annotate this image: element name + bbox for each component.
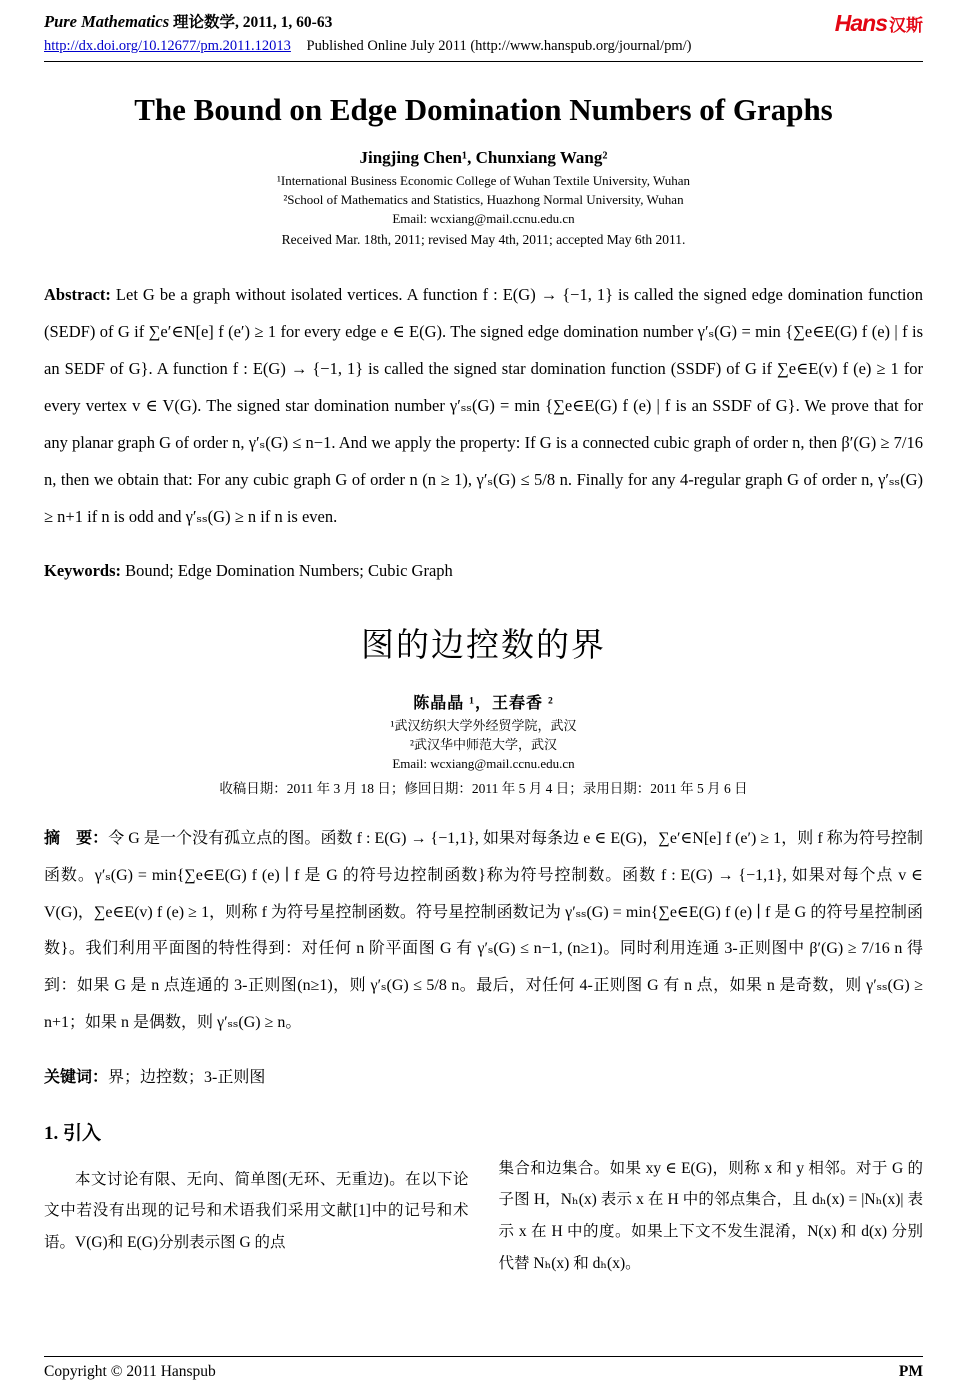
article-title-en: The Bound on Edge Domination Numbers of Graphs [134,92,833,127]
abstract-en [44,276,923,536]
authors-en: Jingjing Chen¹, Chunxiang Wang² [359,148,608,167]
two-column-body [44,1087,923,1280]
body-column-right [499,1087,924,1280]
received-dates-cn: 收稿日期：2011 年 3 月 18 日；修回日期：2011 年 5 月 4 日；录用日期：2011 年 5 月 6 日 [219,780,748,796]
abstract-cn [44,821,923,1042]
keywords-text-en: Bound; Edge Domination Numbers; Cubic Graph [121,561,453,581]
keywords-label-en: Keywords: [44,561,121,581]
authors-cn: 陈晶晶 ¹，王春香 ² [413,695,554,713]
journal-abbrev: PM [898,1363,923,1380]
affiliation-1-cn: ¹武汉纺织大学外经贸学院，武汉 [390,718,577,734]
copyright-text: Copyright © 2011 Hanspub [44,1363,216,1380]
abstract-text-en: Let G be a graph without isolated vertices. A function f : E(G) → {−1, 1} is called the signed edge domination function (SEDF) of G if ∑e′∈N[e] f (e′) ≥ 1 for every edge e ∈ E(G). The signed edge domination number γ′ₛ(G) = min {∑e∈E(G) f (e) | f is an SEDF of G}. A function f : E(G) → {−1, 1} is called the signed star domination function (SSDF) of G if ∑e∈E(v) f (e) ≥ 1 for every vertex v ∈ V(G). The signed star domination number γ′ₛₛ(G) = min {∑e∈E(G) f (e) | f is an SSDF of G}. We prove that for any planar graph G of order n, γ′ₛ(G) ≤ n−1. And we apply the property: If G is a connected cubic graph of order n, then β′(G) ≥ 7/16 n, then we obtain that: For any cubic graph G of order n (n ≥ 1), γ′ₛ(G) ≤ 5/8 n. Finally for any 4-regular graph G of order n, γ′ₛₛ(G) ≥ n+1 if n is odd and γ′ₛₛ(G) ≥ n if n is even. [44,284,923,527]
section-1-heading: 1. 引入 [44,1122,102,1144]
doi-link[interactable]: http://dx.doi.org/10.12677/pm.2011.12013 [44,38,291,54]
journal-line [44,10,332,32]
body-column-left [44,1087,469,1280]
published-info: Published Online July 2011 (http://www.hanspub.org/journal/pm/) [306,38,692,54]
header-top-row [44,10,923,35]
article-title-cn: 图的边控数的界 [361,628,606,665]
abstract-label-en: Abstract: [44,284,111,304]
header-divider [44,61,923,62]
page-footer [44,1356,923,1381]
journal-issue-info: 理论数学, 2011, 1, 60-63 [169,14,333,31]
footer-divider [44,1356,923,1357]
keywords-cn [44,1064,923,1087]
section-1-paragraph-right: 集合和边集合。如果 xy ∈ E(G)，则称 x 和 y 相邻。对于 G 的子图 H，Nₕ(x) 表示 x 在 H 中的邻点集合，且 dₕ(x) = |Nₕ(x)| 表示 x 在 H 中的度。如果上下文不发生混淆，N(x) 和 d(x) 分别代替 Nₕ(x) 和 dₕ(x)。 [498,1159,923,1273]
keywords-text-cn: 界；边控数；3-正则图 [108,1068,266,1086]
affiliation-2-en: ²School of Mathematics and Statistics, Huazhong Normal University, Wuhan [283,191,684,207]
keywords-label-cn: 关键词： [44,1068,109,1086]
affiliations-en [44,172,923,248]
email-cn: Email: wcxiang@mail.ccnu.edu.cn [392,756,575,772]
hans-logo-cn-text: 汉斯 [889,16,923,35]
hans-logo[interactable] [835,12,923,35]
journal-name: Pure Mathematics [44,12,170,31]
abstract-text-cn: 令 G 是一个没有孤立点的图。函数 f : E(G) → {−1,1}, 如果对每条边 e ∈ E(G)，∑e′∈N[e] f (e′) ≥ 1，则 f 称为符号控制函数。γ′ₛ(G) = min{∑e∈E(G) f (e) ∣ f 是 G 的符号边控制函数}称为符号控制数。函数 f : E(G) → {−1,1}, 如果对每个点 v ∈ V(G)，∑e∈E(v) f (e) ≥ 1，则称 f 为符号星控制函数。符号星控制函数记为 γ′ₛₛ(G) = min{∑e∈E(G) f (e) ∣ f 是 G 的符号星控制函数}。我们利用平面图的特性得到：对任何 n 阶平面图 G 有 γ′ₛ(G) ≤ n−1, (n≥1)。同时利用连通 3-正则图中 β′(G) ≥ 7/16 n 得到：如果 G 是 n 点连通的 3-正则图(n≥1)，则 γ′ₛ(G) ≤ 5/8 n。最后，对任何 4-正则图 G 有 n 点，如果 n 是奇数，则 γ′ₛₛ(G) ≥ n+1；如果 n 是偶数，则 γ′ₛₛ(G) ≥ n。 [44,829,923,1031]
affiliation-2-cn: ²武汉华中师范大学，武汉 [410,737,557,753]
footer-row [44,1363,923,1381]
received-dates-en: Received Mar. 18th, 2011; revised May 4th, 2011; accepted May 6th 2011. [281,231,686,247]
affiliations-cn [44,717,923,797]
abstract-label-cn: 摘 要： [44,829,109,847]
keywords-en [44,561,923,581]
affiliation-1-en: ¹International Business Economic College of Wuhan Textile University, Wuhan [276,173,691,188]
doi-line [44,38,923,55]
hans-logo-text: Hans [834,10,887,36]
journal-header [44,10,923,62]
section-1-paragraph-left: 本文讨论有限、无向、简单图(无环、无重边)。在以下论文中若没有出现的记号和术语我们采用文献[1]中的记号和术语。V(G)和 E(G)分别表示图 G 的点 [44,1170,469,1252]
email-en: Email: wcxiang@mail.ccnu.edu.cn [392,210,575,226]
